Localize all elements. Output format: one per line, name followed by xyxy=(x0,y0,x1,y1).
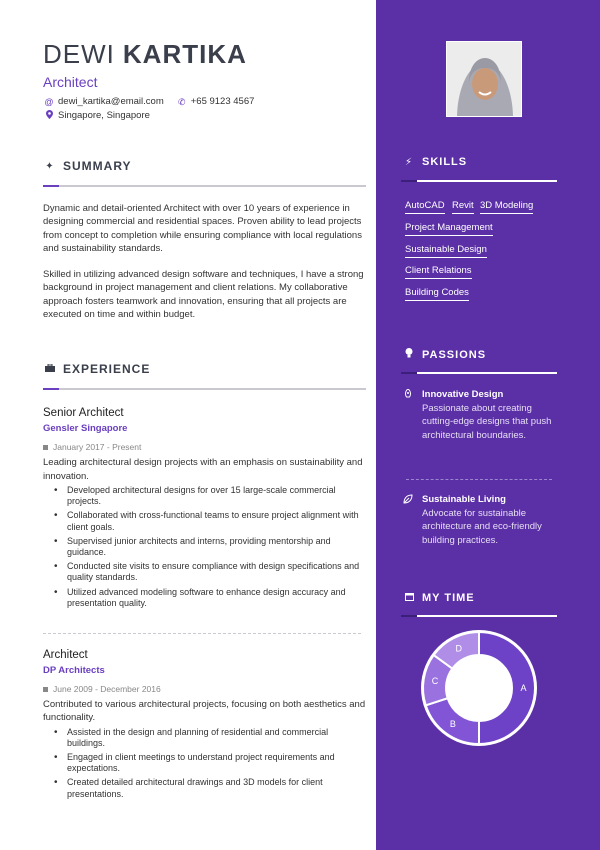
job-dates-text: June 2009 - December 2016 xyxy=(53,684,161,694)
passion-description: Passionate about creating cutting-edge designs that push architectural boundaries. xyxy=(422,403,552,441)
company-name: DP Architects xyxy=(43,665,105,676)
job-dates xyxy=(43,442,366,452)
donut-label-c: C xyxy=(431,676,439,687)
experience-divider xyxy=(43,388,366,390)
job-bullet: • Collaborated with cross-functional teams to ensure project alignment with client goals. xyxy=(43,510,366,532)
contact-info xyxy=(43,95,366,123)
my-time-divider xyxy=(401,615,557,617)
skills-heading xyxy=(404,156,467,168)
experience-heading-text: EXPERIENCE xyxy=(63,362,151,377)
first-name: DEWI xyxy=(43,39,115,69)
job-dates-text: January 2017 - Present xyxy=(53,442,142,453)
job-dates xyxy=(43,684,366,694)
location-text: Singapore, Singapore xyxy=(58,110,150,121)
passion-title: Innovative Design xyxy=(422,389,504,400)
summary-heading-text: SUMMARY xyxy=(63,159,132,173)
lightning-icon: ⚡ xyxy=(404,156,414,168)
job-role: Architect xyxy=(43,74,98,90)
location-item xyxy=(43,109,150,123)
candidate-name xyxy=(43,40,366,68)
skill-tag: AutoCAD xyxy=(405,200,445,214)
job-bullet: • Developed architectural designs for over 15 large-scale commercial projects. xyxy=(43,485,366,507)
passion-title: Sustainable Living xyxy=(422,494,506,505)
summary-divider xyxy=(43,185,366,187)
email-item[interactable] xyxy=(43,95,164,109)
briefcase-icon xyxy=(43,364,57,375)
calendar-icon xyxy=(43,687,48,692)
job-bullet: • Conducted site visits to ensure compliance with design specifications and quality standards. xyxy=(43,561,366,583)
lightbulb-icon xyxy=(404,348,414,361)
calendar-icon xyxy=(43,445,48,450)
my-time-donut-chart xyxy=(376,620,600,760)
donut-label-a: A xyxy=(520,683,527,693)
donut-center xyxy=(447,656,511,720)
donut-label-d: D xyxy=(455,643,463,654)
skill-tag: Project Management xyxy=(405,222,493,236)
last-name: KARTIKA xyxy=(122,39,247,69)
job-bullets xyxy=(43,727,366,800)
location-pin-icon xyxy=(43,109,55,123)
profile-photo xyxy=(446,41,522,117)
passions-divider xyxy=(401,372,557,374)
my-time-heading-text: MY TIME xyxy=(422,592,475,604)
phone-icon: ✆ xyxy=(177,97,186,107)
company-name: Gensler Singapore xyxy=(43,423,128,435)
skills-divider xyxy=(401,180,557,182)
job-entry xyxy=(43,649,366,800)
job-bullet: • Supervised junior architects and interns, providing mentorship and guidance. xyxy=(43,536,366,558)
passions-heading-text: PASSIONS xyxy=(422,348,487,361)
email-text: dewi_kartika@email.com xyxy=(58,96,164,107)
sparkle-icon: ✦ xyxy=(45,160,55,172)
passions-heading xyxy=(404,348,486,361)
phone-text: +65 9123 4567 xyxy=(190,96,255,107)
job-title: Senior Architect xyxy=(43,407,124,420)
passion-description: Advocate for sustainable architecture and eco-friendly building practices. xyxy=(422,508,542,546)
my-time-heading xyxy=(404,592,475,604)
skill-tag: Sustainable Design xyxy=(405,244,487,258)
job-bullet: • Utilized advanced modeling software to enhance design accuracy and presentation quality. xyxy=(43,587,366,609)
job-bullet: • Created detailed architectural drawings and 3D models for client presentations. xyxy=(43,777,366,799)
summary-paragraph-2: Skilled in utilizing advanced design software and techniques, I have a strong background in project management and client relations. My collaborative approach fosters teamwork and innovation, ensuring that all projects are executed on time and within budget. xyxy=(43,269,364,321)
job-entry xyxy=(43,407,366,609)
phone-item[interactable] xyxy=(176,95,255,109)
summary-heading xyxy=(43,159,366,173)
job-summary: Leading architectural design projects with an emphasis on sustainability and innovation. xyxy=(43,457,363,482)
job-title: Architect xyxy=(43,649,88,661)
skill-tag: Revit xyxy=(452,200,474,214)
experience-heading xyxy=(43,362,366,376)
skill-tag: Building Codes xyxy=(405,287,469,301)
skills-heading-text: SKILLS xyxy=(422,156,468,168)
job-bullet: • Assisted in the design and planning of residential and commercial buildings. xyxy=(43,727,366,749)
job-bullets xyxy=(43,485,366,609)
skill-tag: 3D Modeling xyxy=(480,200,533,214)
calendar-icon xyxy=(404,592,414,604)
donut-label-b: B xyxy=(449,719,456,730)
email-icon: @ xyxy=(44,97,54,107)
rocket-icon xyxy=(403,389,413,402)
job-bullet: • Engaged in client meetings to understand project requirements and expectations. xyxy=(43,752,366,774)
summary-paragraph-1: Dynamic and detail-oriented Architect with over 10 years of experience in designing commercial and residential spaces. Proven ability to lead projects from concept to completion while ensuring compliance with local regulations and sustainability standards. xyxy=(43,203,362,254)
skill-tag: Client Relations xyxy=(405,265,472,279)
job-summary: Contributed to various architectural projects, focusing on both aesthetics and functionality. xyxy=(43,699,366,724)
passion-separator xyxy=(406,479,552,480)
job-separator xyxy=(43,633,361,634)
leaf-icon xyxy=(403,494,413,507)
